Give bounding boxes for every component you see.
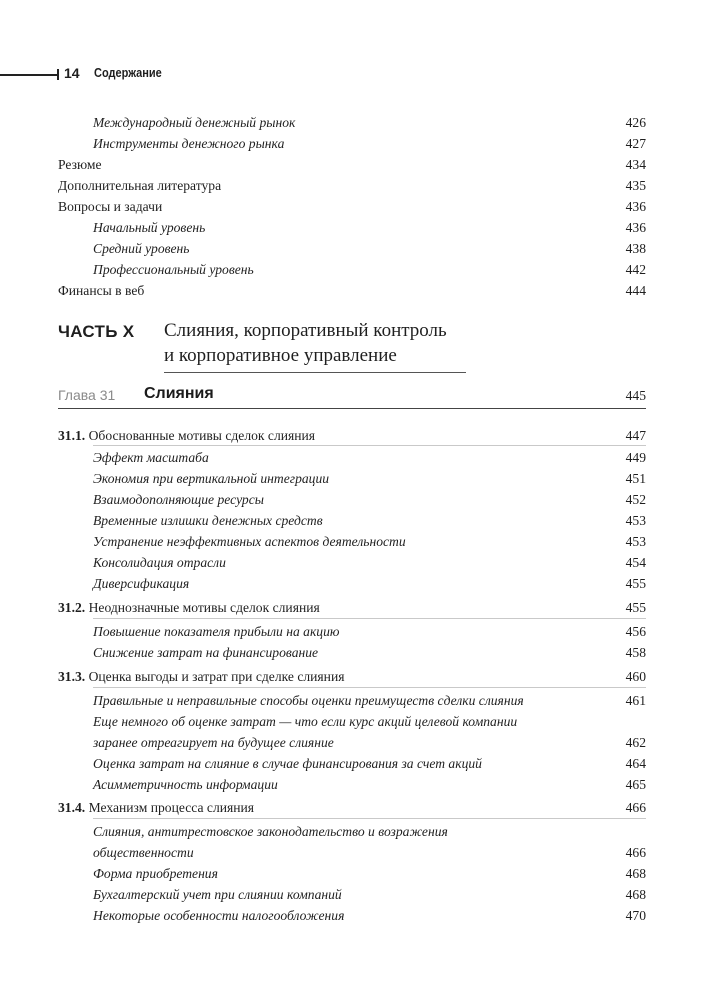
toc-entry-page: 462 xyxy=(625,735,646,750)
toc-entry-title: Взаимодополняющие ресурсы xyxy=(93,492,264,507)
toc-entry xyxy=(58,259,646,280)
toc-entry-page: 465 xyxy=(625,777,646,792)
toc-entry-title: Снижение затрат на финансирование xyxy=(93,645,319,660)
chapter-rule xyxy=(58,408,646,409)
toc-entry xyxy=(58,905,646,926)
section-entry xyxy=(58,666,646,687)
part-title-line1: Слияния, корпоративный контроль xyxy=(164,320,447,341)
toc-entry-page: 456 xyxy=(625,624,646,639)
toc-entry-page: 455 xyxy=(625,576,646,591)
part-underline xyxy=(164,372,466,373)
toc-entry-page: 468 xyxy=(625,866,646,881)
toc-entry-page: 461 xyxy=(625,693,646,708)
part-title-line2: и корпоративное управление xyxy=(164,345,397,366)
toc-entry-title: Правильные и неправильные способы оценки преимуществ сделки слияния xyxy=(93,693,524,708)
toc-entry xyxy=(58,112,646,133)
toc-entry xyxy=(58,196,646,217)
section-title: Механизм процесса слияния xyxy=(88,800,255,815)
section-number: 31.1. xyxy=(58,428,86,443)
toc-entry-page: 427 xyxy=(625,136,646,151)
toc-entry-title: Вопросы и задачи xyxy=(58,199,163,214)
toc-entry-page: 452 xyxy=(625,492,646,507)
running-header xyxy=(0,64,704,86)
toc-entry-title: Некоторые особенности налогообложения xyxy=(93,908,345,923)
toc-entry-page: 449 xyxy=(625,450,646,465)
toc-entry-page: 464 xyxy=(625,756,646,771)
toc-entry-page: 466 xyxy=(625,845,646,860)
toc-entry-title: Бухгалтерский учет при слиянии компаний xyxy=(93,887,342,902)
toc-entry xyxy=(58,842,646,863)
page-number: 14 xyxy=(64,65,80,81)
toc-entry-title: Временные излишки денежных средств xyxy=(93,513,323,528)
section-title: Обоснованные мотивы сделок слияния xyxy=(88,428,316,443)
toc-entry xyxy=(58,510,646,531)
toc-entry xyxy=(58,621,646,642)
toc-entry-page: 434 xyxy=(625,157,646,172)
section-page: 447 xyxy=(625,428,646,443)
toc-entry-page: 435 xyxy=(625,178,646,193)
toc-entry-title: Повышение показателя прибыли на акцию xyxy=(93,624,340,639)
toc-entry-page: 453 xyxy=(625,513,646,528)
toc-entry-page: 436 xyxy=(625,220,646,235)
toc-entry-page: 442 xyxy=(625,262,646,277)
chapter-title: Слияния xyxy=(144,385,214,402)
toc-entry-title: Международный денежный рынок xyxy=(93,115,296,130)
section-entry xyxy=(58,597,646,618)
toc-entry-page: 468 xyxy=(625,887,646,902)
toc-entry xyxy=(58,642,646,663)
toc-entry-title: Эффект масштаба xyxy=(93,450,209,465)
toc-entry-title: общественности xyxy=(93,845,194,860)
toc-entry-title: Асимметричность информации xyxy=(93,777,278,792)
section-rule xyxy=(93,618,646,619)
header-title: Содержание xyxy=(94,66,162,80)
toc-entry xyxy=(58,711,646,732)
chapter-heading xyxy=(58,384,646,410)
toc-entry xyxy=(58,690,646,711)
toc-entry-title: Форма приобретения xyxy=(93,866,218,881)
toc-entry xyxy=(58,774,646,795)
toc-entry-title: Слияния, антитрестовское законодательство и возражения xyxy=(93,824,448,839)
toc-entry xyxy=(58,489,646,510)
toc-entry-page: 458 xyxy=(625,645,646,660)
header-rule xyxy=(0,74,58,76)
toc-entry xyxy=(58,447,646,468)
toc-entry xyxy=(58,468,646,489)
section-rule xyxy=(93,445,646,446)
section-page: 455 xyxy=(625,600,646,615)
toc-entry-title: Профессиональный уровень xyxy=(93,262,254,277)
toc-entry-title: Инструменты денежного рынка xyxy=(93,136,285,151)
toc-entry xyxy=(58,884,646,905)
toc-entry-title: Экономия при вертикальной интеграции xyxy=(93,471,330,486)
chapter-label: Глава 31 xyxy=(58,387,116,403)
toc-entry-title: Дополнительная литература xyxy=(58,178,222,193)
toc-entry-title: Еще немного об оценке затрат — что если курс акций целевой компании xyxy=(93,714,518,729)
toc-entry xyxy=(58,238,646,259)
toc-entry-title: заранее отреагирует на будущее слияние xyxy=(93,735,334,750)
toc-entry-title: Диверсификация xyxy=(93,576,190,591)
section-title: Неоднозначные мотивы сделок слияния xyxy=(88,600,320,615)
toc-entry xyxy=(58,154,646,175)
section-entry xyxy=(58,425,646,446)
toc-entry-page: 426 xyxy=(625,115,646,130)
section-number: 31.2. xyxy=(58,600,86,615)
toc-entry-title: Финансы в веб xyxy=(58,283,145,298)
section-rule xyxy=(93,687,646,688)
section-page: 460 xyxy=(625,669,646,684)
toc-entry-page: 453 xyxy=(625,534,646,549)
toc-entry xyxy=(58,753,646,774)
toc-entry xyxy=(58,863,646,884)
toc-entry-page: 470 xyxy=(625,908,646,923)
toc-entry-title: Средний уровень xyxy=(93,241,190,256)
toc-entry-title: Устранение неэффективных аспектов деятельности xyxy=(93,534,406,549)
section-entry xyxy=(58,797,646,818)
toc-entry xyxy=(58,175,646,196)
section-page: 466 xyxy=(625,800,646,815)
toc-entry xyxy=(58,531,646,552)
part-label: ЧАСТЬ X xyxy=(58,322,135,341)
toc-entry-title: Оценка затрат на слияние в случае финансирования за счет акций xyxy=(93,756,482,771)
toc-entry-title: Консолидация отрасли xyxy=(93,555,226,570)
part-heading xyxy=(58,320,646,376)
toc-entry xyxy=(58,552,646,573)
toc-entry xyxy=(58,732,646,753)
header-tick xyxy=(57,69,59,80)
toc-entry-title: Начальный уровень xyxy=(93,220,206,235)
toc-entry xyxy=(58,280,646,301)
toc-entry-title: Резюме xyxy=(58,157,102,172)
section-number: 31.3. xyxy=(58,669,86,684)
toc-entry-page: 438 xyxy=(625,241,646,256)
toc-entry-page: 451 xyxy=(625,471,646,486)
section-title: Оценка выгоды и затрат при сделке слияния xyxy=(88,669,345,684)
chapter-page: 445 xyxy=(625,388,646,403)
toc-entry-page: 444 xyxy=(625,283,646,298)
toc-entry-page: 436 xyxy=(625,199,646,214)
toc-entry xyxy=(58,821,646,842)
section-number: 31.4. xyxy=(58,800,86,815)
toc-entry-page: 454 xyxy=(625,555,646,570)
toc-entry xyxy=(58,133,646,154)
toc-entry xyxy=(58,573,646,594)
section-rule xyxy=(93,818,646,819)
toc-entry xyxy=(58,217,646,238)
